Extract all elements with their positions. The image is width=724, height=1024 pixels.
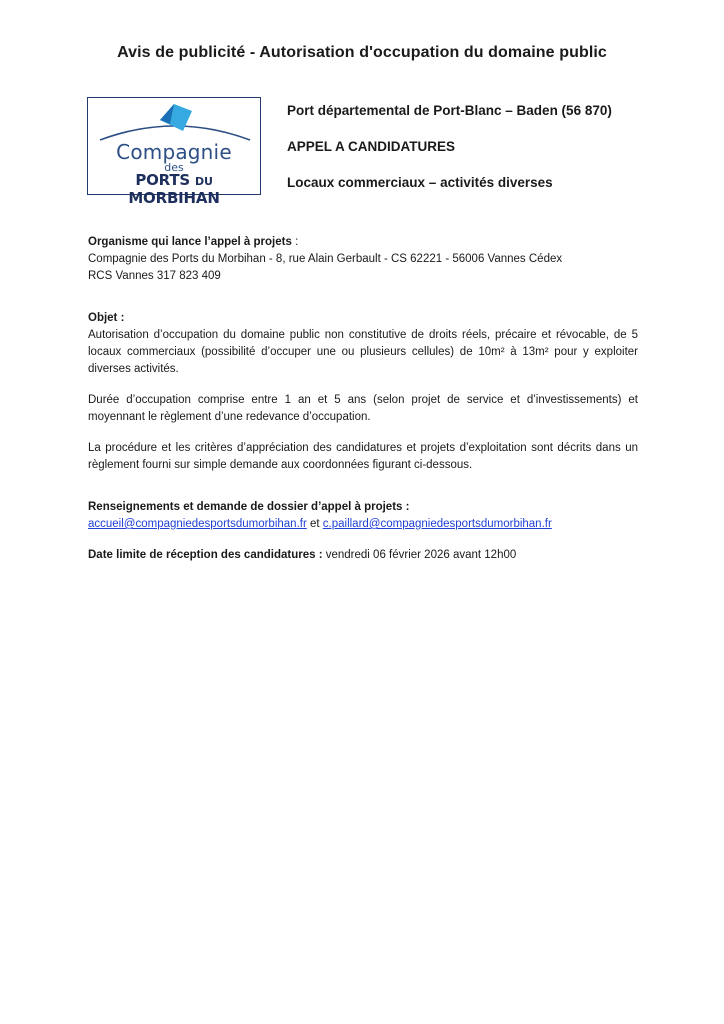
objet-paragraph-2: Durée d’occupation comprise entre 1 an et 5 ans (selon projet de service et d’investissements) et moyennant le règlement d’une redevance d’occupation. (88, 394, 638, 423)
logo-word-du: DU (195, 175, 213, 188)
logo-text-ports-morbihan (88, 171, 260, 207)
renseignements-heading: Renseignements et demande de dossier d’appel à projets : (88, 501, 410, 513)
objet-paragraph-1: Autorisation d’occupation du domaine public non constitutive de droits réels, précaire et révocable, de 5 locaux commerciaux (possibilité d’occuper une ou plusieurs cellules) de 10m² à 13m² pour y exploiter diverses activités. (88, 329, 638, 375)
objet-heading: Objet : (88, 312, 125, 324)
organisme-label: Organisme qui lance l’appel à projets (88, 236, 292, 248)
contact-emails (88, 516, 638, 533)
logo-word-morbihan: MORBIHAN (128, 189, 220, 207)
deadline-line (88, 547, 638, 564)
call-for-applications: APPEL A CANDIDATURES (287, 139, 456, 154)
header-block (287, 102, 612, 210)
organisme-rcs: RCS Vannes 317 823 409 (88, 270, 221, 282)
email-link-paillard[interactable]: c.paillard@compagniedesportsdumorbihan.fr (322, 518, 552, 530)
premises-subtitle: Locaux commerciaux – activités diverses (287, 175, 553, 190)
logo-text-compagnie: Compagnie (116, 140, 232, 164)
organisme-heading (88, 234, 638, 251)
logo-text-des: des (164, 161, 184, 174)
company-logo (87, 97, 261, 207)
organisme-address: Compagnie des Ports du Morbihan - 8, rue Alain Gerbault - CS 62221 - 56006 Vannes Cédex (88, 253, 563, 265)
notice-body (88, 234, 638, 564)
objet-paragraph-3: La procédure et les critères d’appréciation des candidatures et projets d’exploitation sont décrits dans un règlement fourni sur simple demande aux coordonnées figurant ci-dessous. (88, 442, 638, 471)
organisme-colon: : (291, 236, 299, 248)
deadline-label: Date limite de réception des candidatures : (88, 549, 323, 561)
port-location: Port départemental de Port-Blanc – Baden (56 870) (287, 103, 612, 118)
email-link-accueil[interactable]: accueil@compagniedesportsdumorbihan.fr (88, 518, 307, 530)
email-connector: et (306, 518, 323, 530)
logo-word-ports: PORTS (135, 171, 190, 189)
deadline-value: vendredi 06 février 2026 avant 12h00 (322, 549, 517, 561)
page-title: Avis de publicité - Autorisation d'occupation du domaine public (117, 44, 607, 61)
